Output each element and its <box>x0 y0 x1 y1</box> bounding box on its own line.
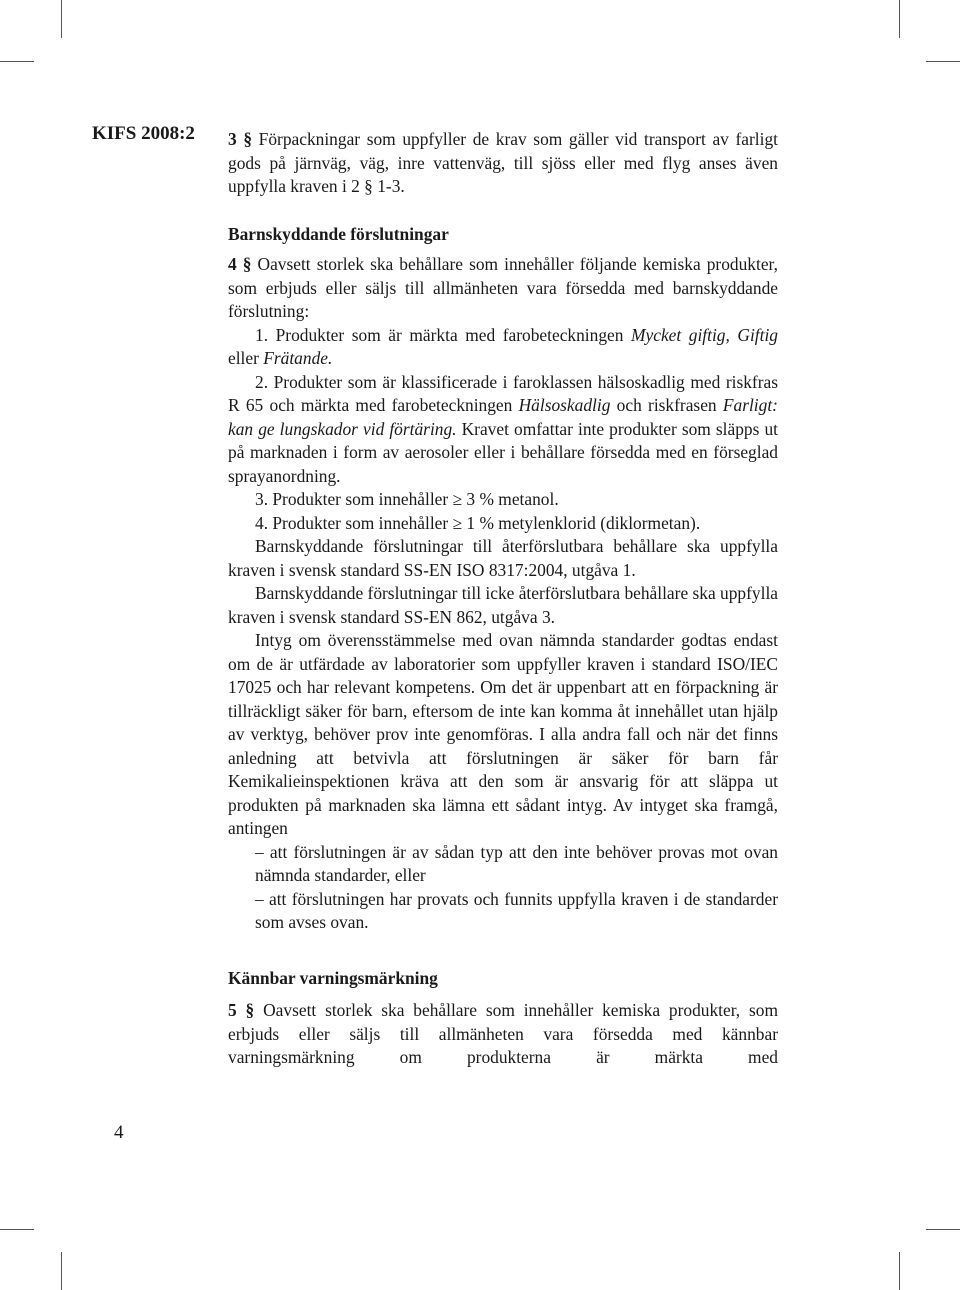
crop-mark-right-top <box>926 61 960 62</box>
section-3 <box>228 128 778 199</box>
section-3-number: 3 § <box>228 129 253 149</box>
crop-mark-top-right <box>899 0 900 38</box>
section-4 <box>228 253 778 324</box>
list-item-3: 3. Produkter som innehåller ≥ 3 % metanol. <box>255 489 559 509</box>
heading-child-resistant: Barnskyddande förslutningar <box>228 223 449 244</box>
dash-item-2: – att förslutningen har provats och funnits uppfylla kraven i de standarder som avses ovan. <box>255 888 778 932</box>
paragraph-reclosable: Barnskyddande förslutningar till återförslutbara behållare ska uppfylla kraven i svensk standard SS-EN ISO 8317:2004, utgåva 1. <box>228 536 778 580</box>
page-number: 4 <box>114 1122 124 1143</box>
paragraph-certificate: Intyg om överensstämmelse med ovan nämnda standarder godtas endast om de är utfärdade av laboratorier som uppfyller kraven i standard ISO/IEC 17025 och har relevant kompetens. Om det är uppenbart att en förpackning är tillräckligt säker för barn, eftersom de inte kan komma åt innehållet utan hjälp av verktyg, behöver prov inte genomföras. I alla andra fall och när det finns anledning att betvivla att förslutningen är säker för barn får Kemikalieinspektionen kräva att den som är ansvarig för att släppa ut produkten på marknaden ska lämna ett sådant intyg. Av intyget ska framgå, antingen <box>228 630 778 838</box>
section-4-number: 4 § <box>228 254 252 274</box>
document-code: KIFS 2008:2 <box>92 123 195 144</box>
section-5-number: 5 § <box>228 1000 255 1020</box>
list-item-1: 1. Produkter som är märkta med farobeteckningen Mycket giftig, Giftig eller Frätande. <box>228 324 778 368</box>
heading-tactile-warning: Kännbar varningsmärkning <box>228 967 438 988</box>
section-5-text: Oavsett storlek ska behållare som innehåller kemiska produkter, som erbjuds eller säljs till allmänheten vara försedda med kännbar varningsmärkning om produkterna är märkta med <box>228 1000 778 1067</box>
crop-mark-left-bottom <box>0 1229 34 1230</box>
list-item-4: 4. Produkter som innehåller ≥ 1 % metylenklorid (diklormetan). <box>255 512 701 533</box>
crop-mark-bottom-left <box>61 1252 62 1290</box>
section-5 <box>228 999 778 1070</box>
crop-mark-bottom-right <box>899 1252 900 1290</box>
section-4-intro: Oavsett storlek ska behållare som innehåller följande kemiska produkter, som erbjuds eller säljs till allmänheten vara försedda med barnskyddande förslutning: <box>228 254 778 321</box>
crop-mark-right-bottom <box>926 1229 960 1230</box>
paragraph-non-reclosable: Barnskyddande förslutningar till icke återförslutbara behållare ska uppfylla kraven i svensk standard SS-EN 862, utgåva 3. <box>228 583 778 627</box>
crop-mark-top-left <box>61 0 62 38</box>
list-item-2: 2. Produkter som är klassificerade i faroklassen hälsoskadlig med riskfras R 65 och märkta med farobeteckningen Hälsoskadlig och riskfrasen Farligt: kan ge lungskador vid förtäring. Kravet omfattar inte produkter som släpps ut på marknaden i form av aerosoler eller i behållare försedda med en förseglad sprayanordning. <box>228 371 778 486</box>
page-body <box>228 128 778 1070</box>
dash-item-1: – att förslutningen är av sådan typ att den inte behöver provas mot ovan nämnda standarder, eller <box>255 841 778 885</box>
crop-mark-left-top <box>0 61 34 62</box>
section-3-text: Förpackningar som uppfyller de krav som gäller vid transport av farligt gods på järnväg, väg, inre vattenväg, till sjöss eller med flyg anses även uppfylla kraven i 2 § 1-3. <box>228 129 778 196</box>
